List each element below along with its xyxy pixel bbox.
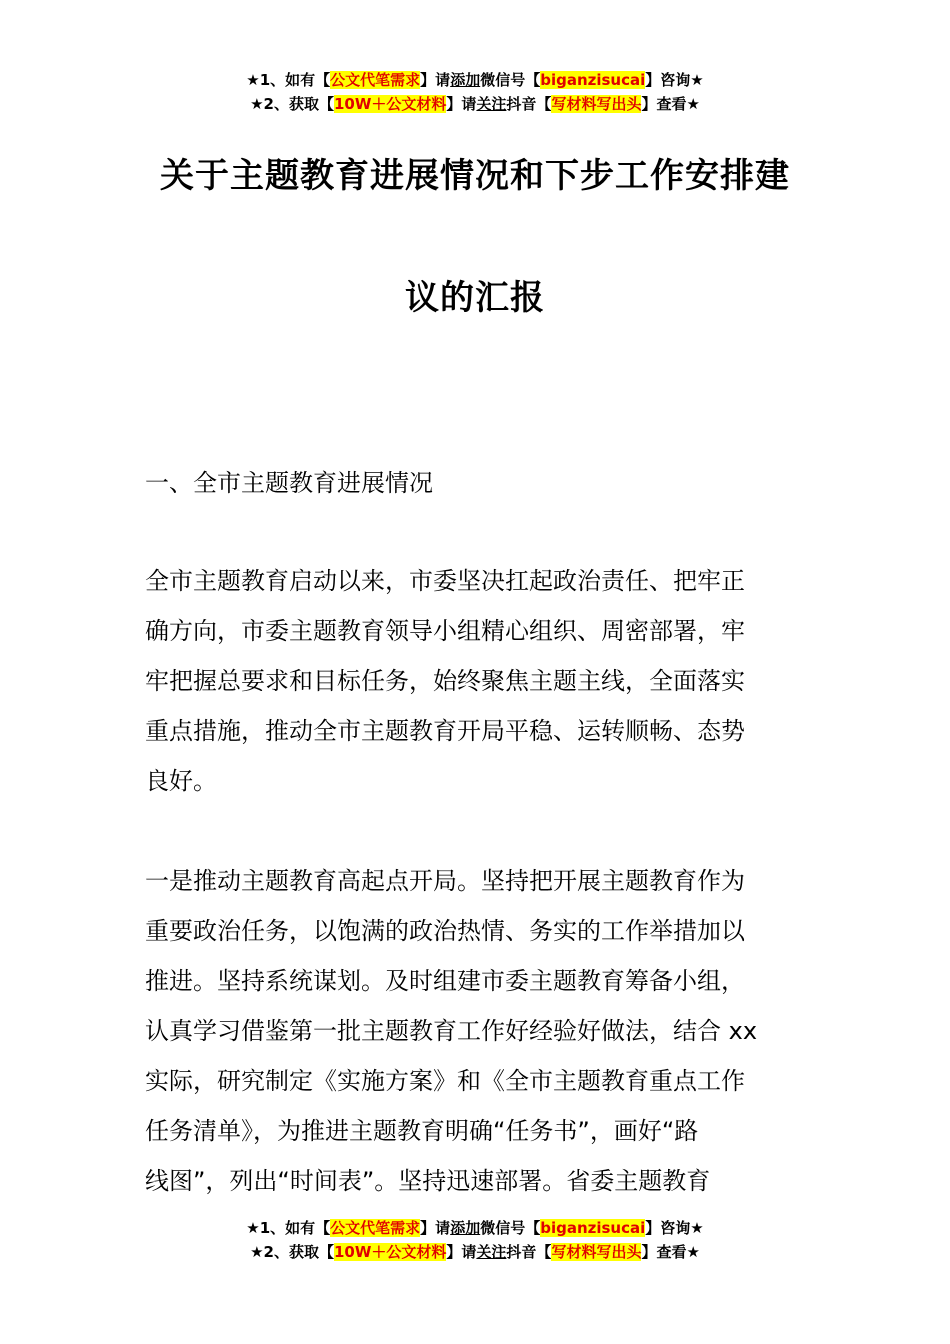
banner-line-2 — [0, 1240, 950, 1264]
banner-highlight: 10W＋公文材料 — [333, 1243, 447, 1261]
paragraph-2 — [145, 856, 810, 1206]
banner-text: ★2、获取【 — [250, 1243, 334, 1261]
banner-text: 】查看★ — [641, 1243, 700, 1261]
banner-text: ★1、如有【 — [246, 1219, 331, 1237]
banner-line-2 — [0, 92, 950, 116]
banner-highlight: 公文代笔需求 — [330, 1219, 421, 1237]
banner-underlined: 添加 — [450, 71, 481, 89]
banner-highlight: biganzisucai — [540, 71, 646, 89]
banner-text: 】查看★ — [641, 95, 700, 113]
banner-text: 】请 — [420, 1219, 451, 1237]
banner-line-1 — [0, 1216, 950, 1240]
banner-text: 微信号【 — [480, 1219, 541, 1237]
section-heading: 一、全市主题教育进展情况 — [145, 469, 433, 497]
banner-highlight: 公文代笔需求 — [330, 71, 421, 89]
banner-text: 】咨询★ — [645, 71, 704, 89]
document-title-line-1: 关于主题教育进展情况和下步工作安排建 — [160, 156, 790, 196]
paragraph-line: 一是推动主题教育高起点开局。坚持把开展主题教育作为 — [145, 867, 745, 895]
banner-text: 】请 — [420, 71, 451, 89]
banner-text: 】请 — [446, 95, 477, 113]
paragraph-line: 推进。坚持系统谋划。及时组建市委主题教育筹备小组， — [145, 967, 745, 995]
paragraph-line: 重点措施，推动全市主题教育开局平稳、运转顺畅、态势 — [145, 717, 745, 745]
banner-text: 抖音【 — [506, 1243, 552, 1261]
footer-banner — [0, 1216, 950, 1264]
banner-text: ★1、如有【 — [246, 71, 331, 89]
banner-text: ★2、获取【 — [250, 95, 334, 113]
paragraph-line: 认真学习借鉴第一批主题教育工作好经验好做法，结合 xx — [145, 1017, 758, 1045]
paragraph-line: 任务清单》，为推进主题教育明确“任务书”，画好“路 — [145, 1117, 699, 1145]
document-title-line-2: 议的汇报 — [405, 278, 545, 318]
paragraph-1 — [145, 556, 810, 806]
banner-underlined: 关注 — [476, 1243, 507, 1261]
banner-text: 】咨询★ — [645, 1219, 704, 1237]
paragraph-line: 全市主题教育启动以来，市委坚决扛起政治责任、把牢正 — [145, 567, 745, 595]
paragraph-line: 确方向，市委主题教育领导小组精心组织、周密部署，牢 — [145, 617, 745, 645]
banner-line-1 — [0, 68, 950, 92]
banner-text: 】请 — [446, 1243, 477, 1261]
paragraph-line: 牢把握总要求和目标任务，始终聚焦主题主线，全面落实 — [145, 667, 745, 695]
paragraph-line: 实际，研究制定《实施方案》和《全市主题教育重点工作 — [145, 1067, 745, 1095]
banner-highlight: biganzisucai — [540, 1219, 646, 1237]
paragraph-line: 良好。 — [145, 767, 217, 795]
paragraph-line: 线图”，列出“时间表”。坚持迅速部署。省委主题教育 — [145, 1167, 711, 1195]
header-banner — [0, 68, 950, 116]
banner-underlined: 关注 — [476, 95, 507, 113]
banner-underlined: 添加 — [450, 1219, 481, 1237]
paragraph-line: 重要政治任务，以饱满的政治热情、务实的工作举措加以 — [145, 917, 745, 945]
banner-highlight: 写材料写出头 — [551, 1243, 642, 1261]
banner-highlight: 10W＋公文材料 — [333, 95, 447, 113]
banner-highlight: 写材料写出头 — [551, 95, 642, 113]
banner-text: 抖音【 — [506, 95, 552, 113]
banner-text: 微信号【 — [480, 71, 541, 89]
